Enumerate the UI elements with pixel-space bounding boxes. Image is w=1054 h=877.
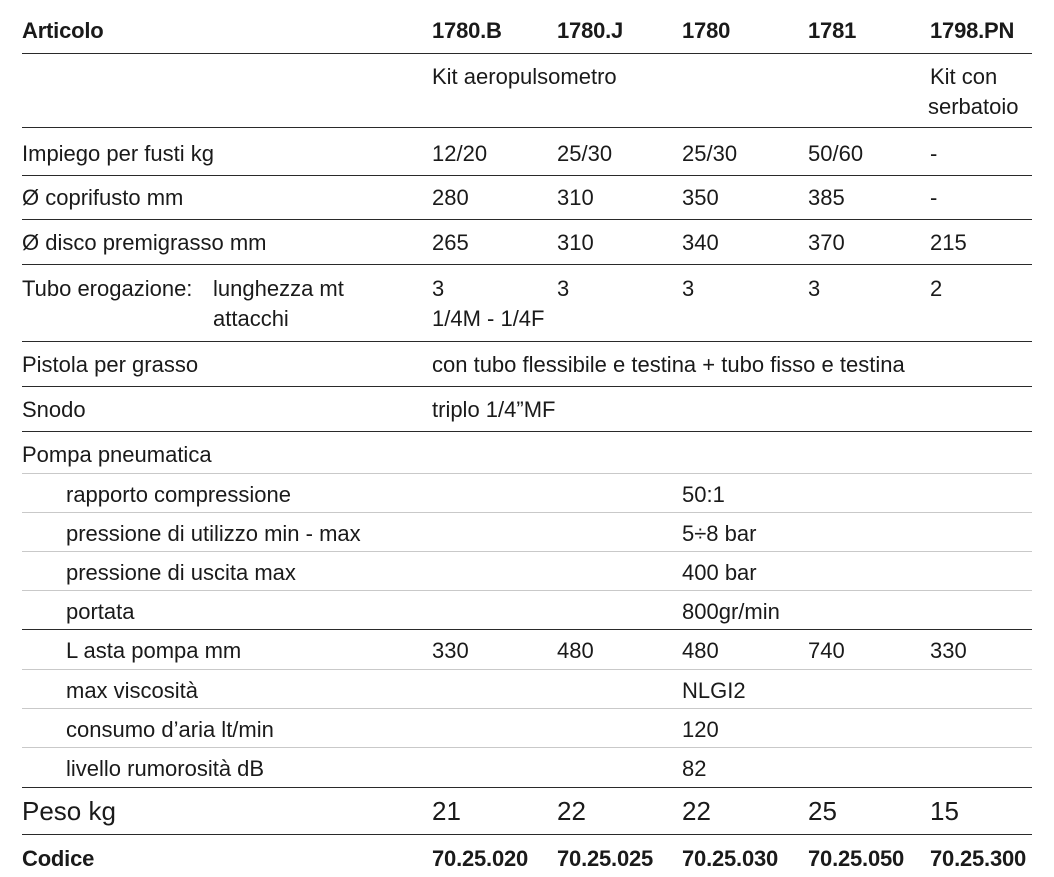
divider [22, 708, 1032, 709]
kit-serbatoio-line1: Kit con [930, 64, 998, 89]
table-cell: 280 [432, 185, 469, 210]
table-cell: 25/30 [557, 141, 613, 166]
divider [22, 219, 1032, 220]
table-cell: 25/30 [682, 141, 738, 166]
table-cell: 340 [682, 230, 719, 255]
header-model: 1780.J [557, 18, 624, 43]
table-cell: 400 bar [682, 560, 757, 585]
header-model: 1781 [808, 18, 857, 43]
table-cell: 120 [682, 717, 719, 742]
row-sublabel: livello rumorosità dB [66, 756, 265, 781]
table-cell: con tubo flessibile e testina + tubo fisso e testina [432, 352, 905, 377]
table-cell: 370 [808, 230, 845, 255]
divider [22, 787, 1032, 788]
table-cell: - [930, 141, 938, 166]
divider [22, 669, 1032, 670]
table-cell: 1/4M - 1/4F [432, 306, 545, 331]
table-cell: 215 [930, 230, 967, 255]
divider [22, 512, 1032, 513]
table-cell: 25 [808, 796, 837, 826]
table-cell: 385 [808, 185, 845, 210]
table-cell: 740 [808, 638, 845, 663]
table-cell: 22 [557, 796, 586, 826]
row-sublabel: rapporto compressione [66, 482, 292, 507]
row-label: Ø disco premigrasso mm [22, 230, 267, 255]
row-label: Tubo erogazione: [22, 276, 193, 301]
row-sublabel: consumo d’aria lt/min [66, 717, 274, 742]
row-label: Pistola per grasso [22, 352, 199, 377]
row-sublabel: portata [66, 599, 135, 624]
table-cell: 265 [432, 230, 469, 255]
table-cell: 3 [808, 276, 821, 301]
row-label: Ø coprifusto mm [22, 185, 184, 210]
table-cell: 3 [432, 276, 445, 301]
header-model: 1780 [682, 18, 731, 43]
table-cell: - [930, 185, 938, 210]
row-label: Impiego per fusti kg [22, 141, 214, 166]
header-model: 1780.B [432, 18, 502, 43]
divider [22, 386, 1032, 387]
row-label: Pompa pneumatica [22, 442, 212, 467]
table-cell: 22 [682, 796, 711, 826]
divider [22, 264, 1032, 265]
row-sublabel: pressione di uscita max [66, 560, 296, 585]
divider [22, 53, 1032, 54]
row-label: Peso kg [22, 796, 116, 826]
divider [22, 473, 1032, 474]
table-cell: 21 [432, 796, 461, 826]
table-cell: 50/60 [808, 141, 864, 166]
table-cell: 480 [557, 638, 594, 663]
row-sublabel: lunghezza mt [213, 276, 344, 301]
divider [22, 747, 1032, 748]
divider [22, 175, 1032, 176]
table-cell: 15 [930, 796, 959, 826]
table-cell: 12/20 [432, 141, 488, 166]
table-cell: 3 [682, 276, 695, 301]
divider [22, 551, 1032, 552]
table-cell: 5÷8 bar [682, 521, 757, 546]
divider [22, 127, 1032, 128]
table-cell: 480 [682, 638, 719, 663]
table-cell: 330 [432, 638, 469, 663]
table-cell: 800gr/min [682, 599, 780, 624]
divider [22, 431, 1032, 432]
header-model: 1798.PN [930, 18, 1015, 43]
table-cell: 3 [557, 276, 570, 301]
spec-table [22, 0, 1032, 877]
header-articolo: Articolo [22, 18, 104, 43]
divider [22, 629, 1032, 630]
divider [22, 834, 1032, 835]
table-cell: NLGI2 [682, 678, 746, 703]
table-cell: 310 [557, 230, 594, 255]
table-cell: 82 [682, 756, 707, 781]
row-sublabel: pressione di utilizzo min - max [66, 521, 361, 546]
row-label: Codice [22, 846, 95, 871]
table-cell: 2 [930, 276, 943, 301]
kit-aeropulsometro: Kit aeropulsometro [432, 64, 617, 89]
row-label: Snodo [22, 397, 86, 422]
code-cell: 70.25.020 [432, 846, 529, 871]
kit-serbatoio-line2: serbatoio [928, 94, 1019, 119]
divider [22, 341, 1032, 342]
table-cell: triplo 1/4”MF [432, 397, 556, 422]
code-cell: 70.25.030 [682, 846, 779, 871]
row-sublabel: L asta pompa mm [66, 638, 242, 663]
code-cell: 70.25.050 [808, 846, 905, 871]
table-cell: 350 [682, 185, 719, 210]
table-cell: 330 [930, 638, 967, 663]
code-cell: 70.25.300 [930, 846, 1027, 871]
divider [22, 590, 1032, 591]
table-cell: 50:1 [682, 482, 725, 507]
table-cell: 310 [557, 185, 594, 210]
row-sublabel: attacchi [213, 306, 289, 331]
code-cell: 70.25.025 [557, 846, 654, 871]
row-sublabel: max viscosità [66, 678, 199, 703]
